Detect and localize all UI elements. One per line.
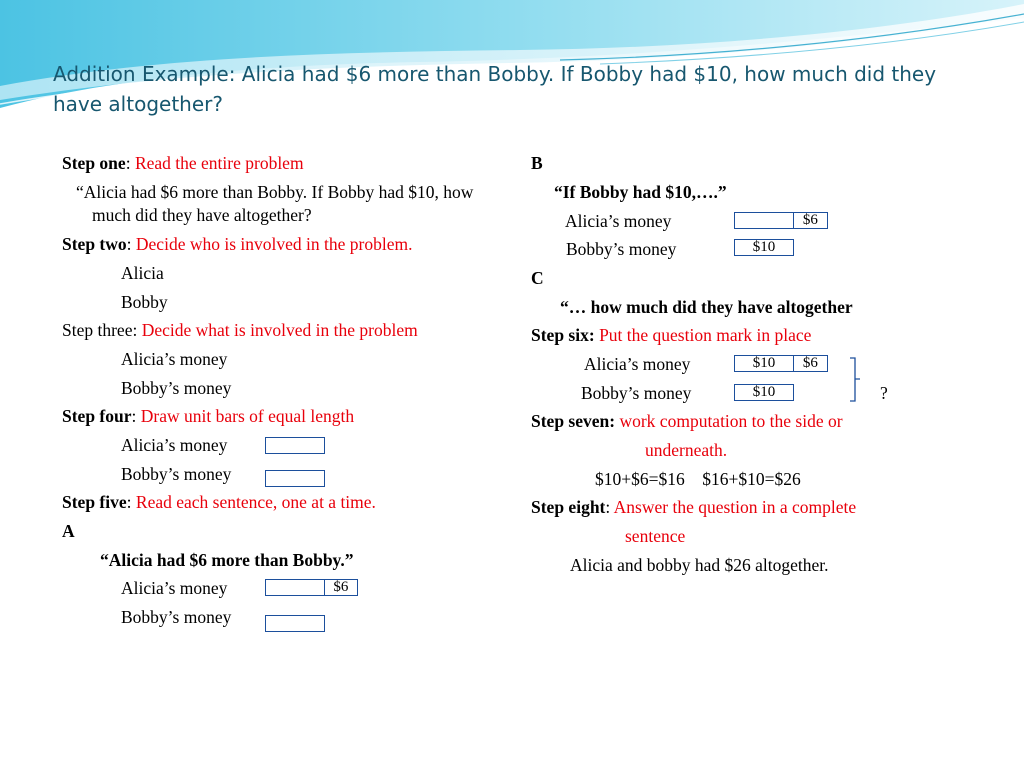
section-b-bobby-unit: $10 — [734, 239, 794, 256]
section-b-bobby-bar — [734, 240, 794, 257]
step-two-line — [62, 233, 412, 255]
step-eight-text-1: Answer the question in a complete — [613, 497, 857, 517]
step-six-alicia-extra: $6 — [793, 355, 828, 372]
step-seven-line — [531, 410, 843, 432]
slide-title: Addition Example: Alicia had $6 more than Bobby. If Bobby had $10, how much did they have altogether? — [53, 62, 937, 116]
section-b-bobby-label: Bobby’s money — [566, 239, 677, 259]
section-a-text: A — [62, 521, 75, 541]
section-a-alicia-label: Alicia’s money — [121, 578, 228, 598]
step-five-colon: : — [126, 492, 136, 512]
step-four-line — [62, 405, 354, 427]
step-six-alicia-label: Alicia’s money — [584, 354, 691, 374]
step-seven-text-1: work computation to the side or — [615, 411, 843, 431]
step-four-alicia-bar — [265, 437, 325, 454]
step-six-bobby-unit: $10 — [734, 384, 794, 401]
final-answer: Alicia and bobby had $26 altogether. — [570, 555, 829, 575]
step-four-bobby-label: Bobby’s money — [121, 464, 232, 484]
section-c-text: C — [531, 268, 544, 288]
step-four-colon: : — [131, 406, 141, 426]
step-eight-line — [531, 496, 856, 518]
step-four-alicia-label: Alicia’s money — [121, 435, 228, 455]
step-eight-colon: : — [605, 497, 614, 517]
step-five-text: Read each sentence, one at a time. — [135, 492, 376, 512]
step-four-text: Draw unit bars of equal length — [140, 406, 355, 426]
step-six-text: Put the question mark in place — [594, 325, 812, 345]
step-seven-label: Step seven: — [531, 411, 616, 431]
section-a-bobby-label: Bobby’s money — [121, 607, 232, 627]
step-four-label: Step four — [62, 406, 132, 426]
question-mark: ? — [880, 383, 888, 403]
step-three-line — [62, 319, 418, 341]
section-b-quote: “If Bobby had $10,….” — [554, 182, 727, 202]
section-a-alicia-unit — [265, 579, 325, 596]
problem-quote: “Alicia had $6 more than Bobby. If Bobby had $10, how much did they have altogether? — [76, 182, 474, 225]
step-four-bobby-bar — [265, 470, 325, 487]
what-alicia-money: Alicia’s money — [121, 349, 228, 369]
step-six-bobby-label: Bobby’s money — [581, 383, 692, 403]
step-two-colon: : — [126, 234, 136, 254]
right-bracket-icon — [848, 357, 862, 403]
computation: $10+$6=$16 $16+$10=$26 — [595, 469, 801, 489]
step-six-line — [531, 324, 811, 346]
section-a-alicia-bar — [265, 580, 358, 597]
section-a-quote-line — [100, 549, 353, 571]
step-three-text: Decide what is involved in the problem — [141, 320, 418, 340]
step-six-bobby-bar — [734, 385, 794, 402]
section-a-alicia-extra: $6 — [324, 579, 358, 596]
step-six-label: Step six: — [531, 325, 595, 345]
step-six-alicia-bar — [734, 356, 828, 373]
section-b-label — [531, 152, 543, 174]
section-c-label — [531, 267, 544, 289]
step-one-line — [62, 152, 304, 174]
section-c-quote: “… how much did they have altogether — [560, 297, 853, 317]
section-b-text: B — [531, 153, 543, 173]
who-bobby: Bobby — [121, 292, 168, 312]
section-b-quote-line — [554, 181, 727, 203]
section-c-quote-line — [560, 296, 853, 318]
step-six-alicia-unit: $10 — [734, 355, 794, 372]
section-b-alicia-bar — [734, 213, 828, 230]
section-b-alicia-unit — [734, 212, 794, 229]
step-one-text: Read the entire problem — [134, 153, 304, 173]
who-alicia: Alicia — [121, 263, 164, 283]
step-seven-text-2: underneath. — [645, 440, 728, 460]
step-one-colon: : — [125, 153, 135, 173]
section-a-bobby-bar — [265, 615, 325, 632]
step-five-line — [62, 491, 376, 513]
section-b-alicia-label: Alicia’s money — [565, 211, 672, 231]
what-bobby-money: Bobby’s money — [121, 378, 232, 398]
step-three-label: Step three: — [62, 320, 142, 340]
step-one-label: Step one — [62, 153, 126, 173]
step-two-label: Step two — [62, 234, 127, 254]
section-a-quote: “Alicia had $6 more than Bobby.” — [100, 550, 354, 570]
section-b-alicia-extra: $6 — [793, 212, 828, 229]
step-five-label: Step five — [62, 492, 127, 512]
step-eight-text-2: sentence — [625, 526, 686, 546]
step-two-text: Decide who is involved in the problem. — [135, 234, 413, 254]
section-a-label — [62, 520, 75, 542]
step-eight-label: Step eight — [531, 497, 606, 517]
